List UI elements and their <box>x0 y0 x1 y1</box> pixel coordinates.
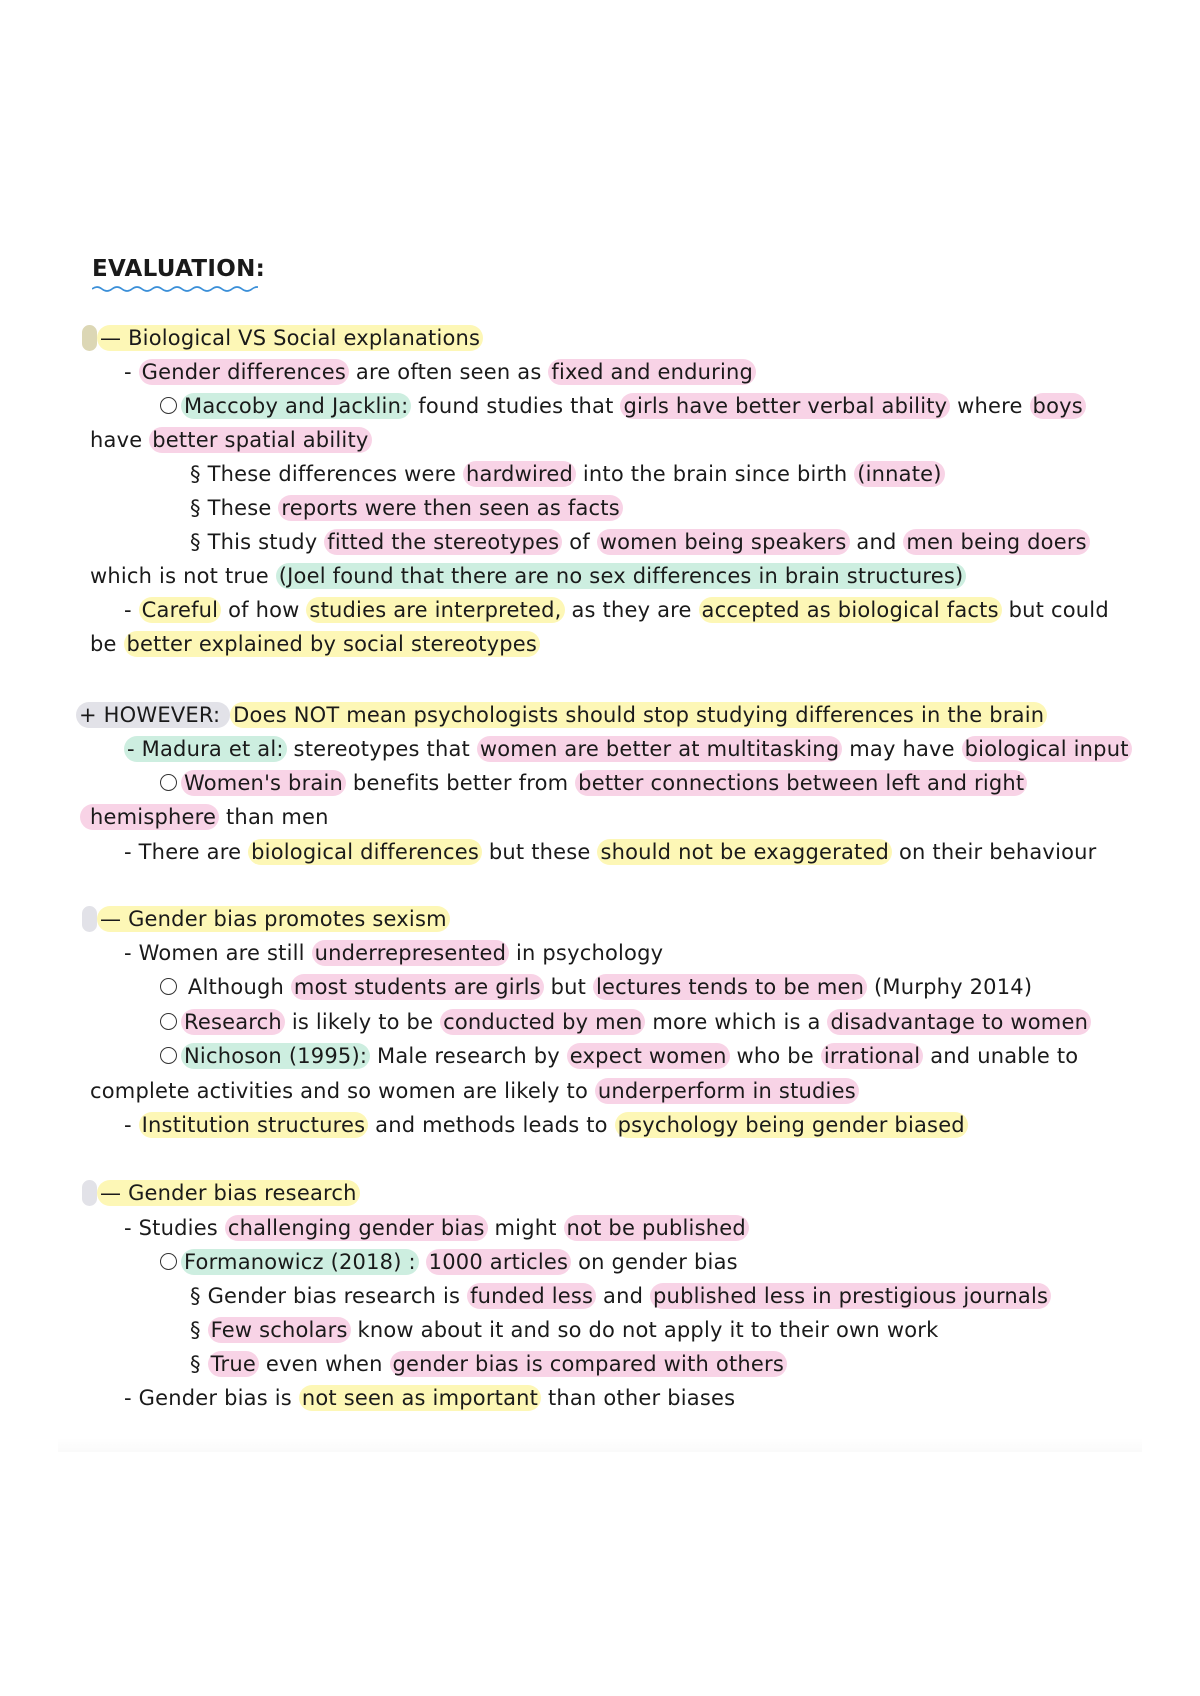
highlight: (innate) <box>854 461 944 487</box>
section-mark-line <box>190 1315 938 1345</box>
highlight: psychology being gender biased <box>615 1112 968 1138</box>
sub-bullet-line <box>160 768 1027 798</box>
highlight: fitted the stereotypes <box>324 529 562 555</box>
text: on their behaviour <box>892 840 1097 864</box>
highlight: 1000 articles <box>426 1249 572 1275</box>
highlight: Few scholars <box>208 1317 351 1343</box>
highlight: most students are girls <box>291 974 544 1000</box>
bullet-line <box>124 1110 968 1140</box>
highlight: fixed and enduring <box>548 359 756 385</box>
text: is likely to be <box>284 1010 441 1034</box>
highlight: biological differences <box>248 839 482 865</box>
bullet-line <box>124 938 663 968</box>
highlight: challenging gender bias <box>225 1215 488 1241</box>
text: have <box>90 428 150 452</box>
highlight: hardwired <box>463 461 576 487</box>
text: § <box>190 1318 208 1342</box>
section-heading-sexism <box>82 904 450 934</box>
wrap-line <box>80 802 329 832</box>
text: as they are <box>564 598 699 622</box>
section-mark-line <box>190 459 945 489</box>
section-heading-biological-social <box>82 323 483 353</box>
highlight: Nichoson (1995): <box>181 1043 370 1069</box>
text: Male research by <box>370 1044 567 1068</box>
section-heading-research <box>82 1178 360 1208</box>
highlight: Gender differences <box>139 359 349 385</box>
highlight: underperform in studies <box>595 1078 859 1104</box>
text: than men <box>219 805 329 829</box>
text: know about it and so do not apply it to their own work <box>350 1318 939 1342</box>
wrap-line <box>90 1076 859 1106</box>
sub-bullet-line <box>160 1247 738 1277</box>
circle-bullet-icon <box>160 774 177 791</box>
heading-marker <box>82 1180 97 1206</box>
heading-marker <box>82 906 97 932</box>
text: might <box>487 1216 564 1240</box>
text: where <box>950 394 1030 418</box>
sub-bullet-line <box>160 1041 1078 1071</box>
wrap-line <box>90 629 540 659</box>
bullet-line <box>124 734 1132 764</box>
highlight: men being doers <box>903 529 1089 555</box>
heading-text: — Biological VS Social explanations <box>97 325 483 351</box>
heading-text: + HOWEVER: <box>76 702 230 728</box>
bullet-line <box>124 1213 749 1243</box>
text: more which is a <box>645 1010 828 1034</box>
wrap-line <box>90 425 372 455</box>
highlight: Formanowicz (2018) : <box>181 1249 419 1275</box>
heading-marker <box>82 325 97 351</box>
text: of <box>562 530 597 554</box>
text: into the brain since birth <box>576 462 855 486</box>
bullet-line <box>124 837 1097 867</box>
text: § These differences were <box>190 462 463 486</box>
bullet-line <box>124 357 756 387</box>
text <box>419 1250 426 1274</box>
text: benefits better from <box>346 771 576 795</box>
text: who be <box>729 1044 821 1068</box>
bullet-line <box>124 595 1109 625</box>
text: and <box>849 530 904 554</box>
sub-bullet-line <box>160 1007 1091 1037</box>
section-mark-line <box>190 527 1090 557</box>
text: § Gender bias research is <box>190 1284 468 1308</box>
sub-bullet-line <box>160 972 1032 1002</box>
text: which is not true <box>90 564 276 588</box>
text: of how <box>221 598 307 622</box>
highlight: not be published <box>564 1215 749 1241</box>
highlight: Maccoby and Jacklin: <box>181 393 411 419</box>
heading-text: — Gender bias promotes sexism <box>97 906 450 932</box>
text: may have <box>842 737 962 761</box>
highlight: underrepresented <box>312 940 510 966</box>
circle-bullet-icon <box>160 978 177 995</box>
section-mark-line <box>190 1349 787 1379</box>
highlight: boys <box>1030 393 1086 419</box>
dash: - <box>124 360 139 384</box>
page-footer-shade <box>58 1438 1142 1452</box>
highlight: (Joel found that there are no sex differences in brain structures) <box>276 563 967 589</box>
highlight: conducted by men <box>440 1009 645 1035</box>
text: - Women are still <box>124 941 312 965</box>
highlight: accepted as biological facts <box>699 597 1002 623</box>
highlight: Does NOT mean psychologists should stop studying differences in the brain <box>230 702 1047 728</box>
dash: - <box>124 598 139 622</box>
highlight: gender bias is compared with others <box>390 1351 787 1377</box>
text: found studies that <box>411 394 621 418</box>
highlight: biological input <box>962 736 1132 762</box>
text: and <box>596 1284 651 1308</box>
highlight: funded less <box>467 1283 596 1309</box>
section-heading-however <box>76 700 1047 730</box>
highlight: Women's brain <box>181 770 346 796</box>
highlight: irrational <box>821 1043 924 1069</box>
text: (Murphy 2014) <box>867 975 1033 999</box>
text: be <box>90 632 124 656</box>
text: § <box>190 1352 208 1376</box>
circle-bullet-icon <box>160 1253 177 1270</box>
section-mark-line <box>190 1281 1051 1311</box>
text: stereotypes that <box>286 737 477 761</box>
highlight: disadvantage to women <box>827 1009 1091 1035</box>
highlight: better explained by social stereotypes <box>124 631 541 657</box>
highlight: - Madura et al: <box>124 736 287 762</box>
dash: - <box>124 1113 139 1137</box>
text: § These <box>190 496 279 520</box>
highlight: published less in prestigious journals <box>650 1283 1051 1309</box>
section-mark-line <box>190 493 623 523</box>
highlight: studies are interpreted, <box>306 597 564 623</box>
circle-bullet-icon <box>160 397 177 414</box>
highlight: women are better at multitasking <box>477 736 843 762</box>
highlight: should not be exaggerated <box>597 839 892 865</box>
text: and unable to <box>923 1044 1079 1068</box>
highlight: better spatial ability <box>149 427 371 453</box>
circle-bullet-icon <box>160 1047 177 1064</box>
text: in psychology <box>509 941 664 965</box>
text: - Studies <box>124 1216 225 1240</box>
text: even when <box>258 1352 390 1376</box>
highlight: hemisphere <box>80 804 219 830</box>
text: Although <box>181 975 291 999</box>
text: on gender bias <box>571 1250 738 1274</box>
text: complete activities and so women are likely to <box>90 1079 595 1103</box>
text: - There are <box>124 840 249 864</box>
highlight: girls have better verbal ability <box>620 393 950 419</box>
circle-bullet-icon <box>160 1013 177 1030</box>
highlight: Institution structures <box>139 1112 369 1138</box>
highlight: reports were then seen as facts <box>278 495 623 521</box>
text: § This study <box>190 530 325 554</box>
text: - Gender bias is <box>124 1386 299 1410</box>
highlight: expect women <box>567 1043 730 1069</box>
highlight: True <box>208 1351 259 1377</box>
heading-text: — Gender bias research <box>97 1180 360 1206</box>
highlight: women being speakers <box>597 529 850 555</box>
title-wavy-underline <box>92 285 258 293</box>
text: but could <box>1001 598 1109 622</box>
highlight: Careful <box>139 597 222 623</box>
highlight: better connections between left and right <box>575 770 1027 796</box>
highlight: lectures tends to be men <box>593 974 867 1000</box>
highlight: Research <box>181 1009 285 1035</box>
text: than other biases <box>541 1386 736 1410</box>
text: and methods leads to <box>368 1113 615 1137</box>
highlight: not seen as important <box>299 1385 541 1411</box>
text: but <box>543 975 593 999</box>
wrap-line <box>90 561 966 591</box>
sub-bullet-line <box>160 391 1086 421</box>
page-title: EVALUATION: <box>92 256 266 282</box>
text: are often seen as <box>349 360 549 384</box>
text: but these <box>482 840 598 864</box>
bullet-line <box>124 1383 735 1413</box>
